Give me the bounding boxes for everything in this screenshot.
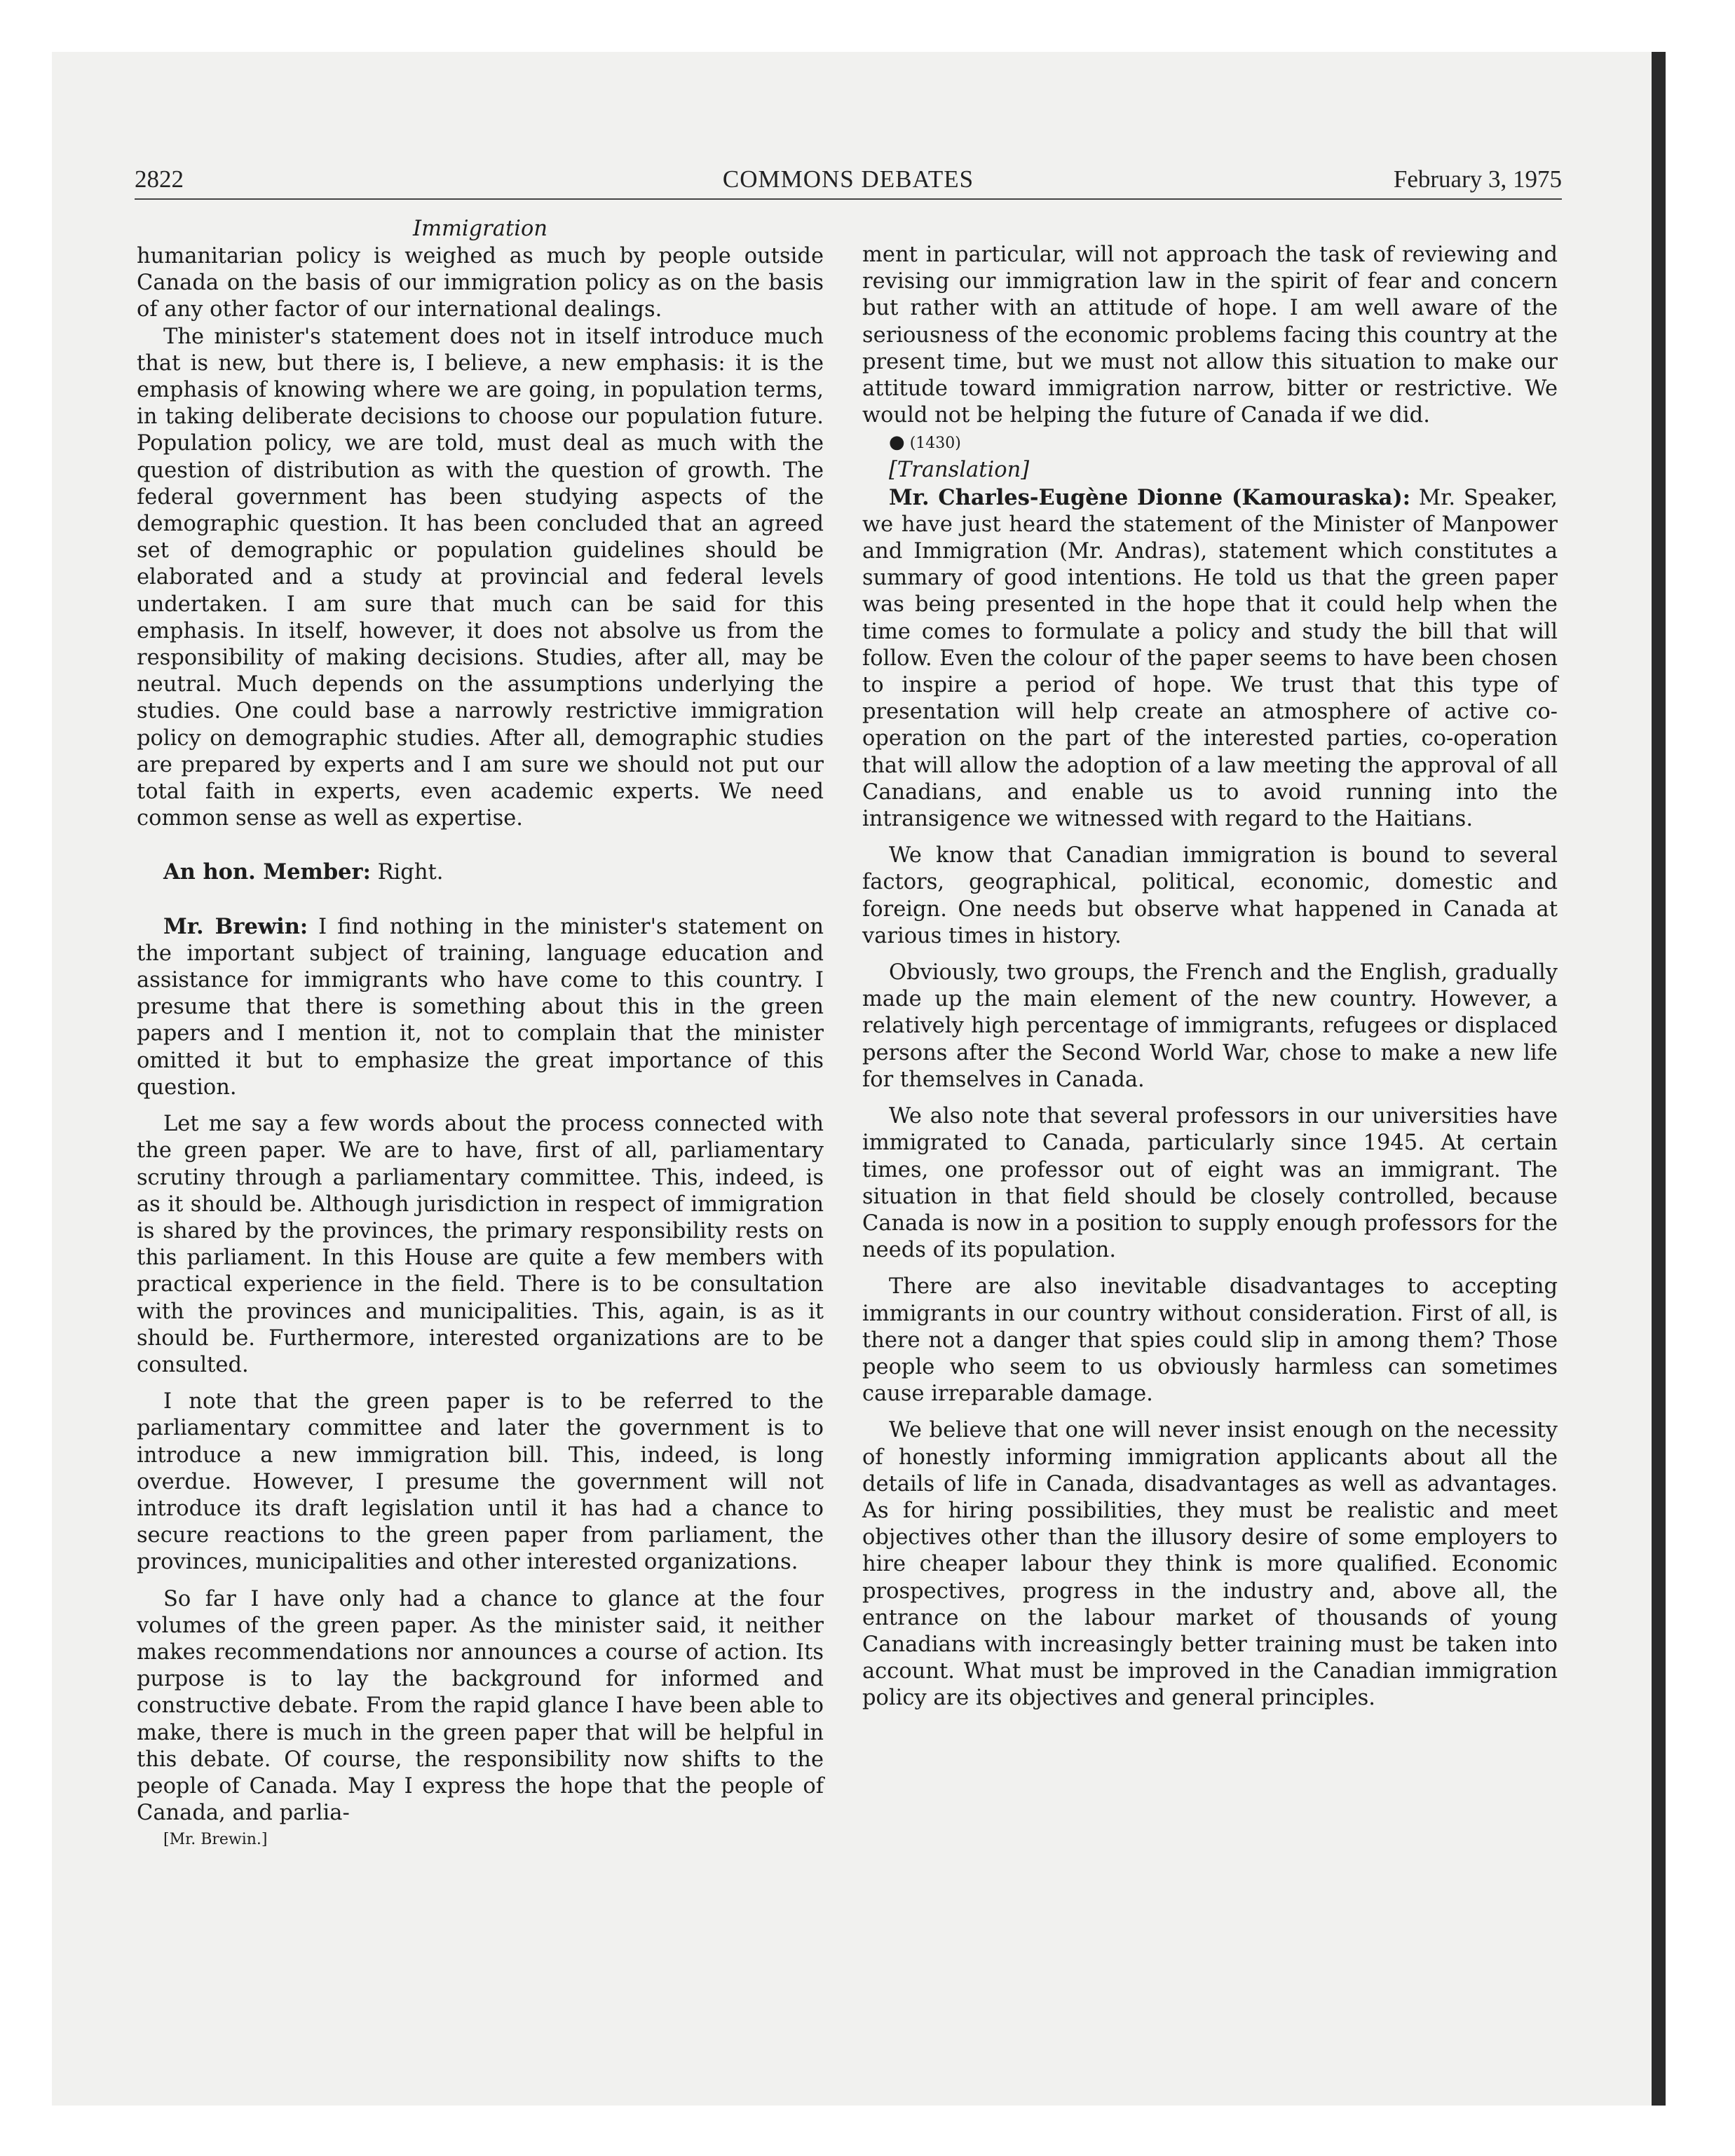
paragraph: I note that the green paper is to be referred to the parliamentary committee and later the government is to introduce a new immigration bill. This, indeed, is long overdue. However, I presume the government will not introduce its draft legislation until it has had a chance to secure reactions to the green paper from parliament, the provinces, municipalities and other interested organizations. [137, 1389, 824, 1575]
page-number: 2822 [135, 165, 184, 193]
publication-title: COMMONS DEBATES [722, 165, 974, 193]
paragraph: We believe that one will never insist enough on the necessity of honestly informing immigration applicants about all the details of life in Canada, disadvantages as well as advantages. As for hiring possibilities, they must be realistic and meet objectives other than the illusory desire of some employers to hire cheaper labour they think is more qualified. Economic prospectives, progress in the industry and, above all, the entrance on the labour market of thousands of young Canadians with increasingly better training must be taken into account. What must be improved in the Canadian immigration policy are its objectives and general principles. [862, 1418, 1558, 1711]
translation-label: [Translation] [889, 458, 1030, 483]
speaker-name: Mr. Brewin: [163, 913, 308, 939]
paragraph: There are also inevitable disadvantages to accepting immigrants in our country without consideration. First of all, is there not a danger that spies could slip in among them? Those people who seem to us obviously harmless can sometimes cause irreparable damage. [862, 1274, 1558, 1407]
scan-edge-shadow [1652, 52, 1666, 2106]
speech-text: I find nothing in the minister's statement on the important subject of training, language education and assistance for immigrants who have come to this country. I presume that there is something about this in the green papers and I mention it, not to complain that the minister omitted it but to emphasize the great importance of this question. [137, 914, 824, 1100]
paragraph: We also note that several professors in our universities have immigrated to Canada, particularly since 1945. At certain times, one professor out of eight was an immigrant. The situation in that field should be closely controlled, because Canada is now in a position to supply enough professors for the needs of its population. [862, 1104, 1558, 1263]
spacer [137, 887, 824, 913]
spacer [137, 1101, 824, 1111]
speaker-footnote: [Mr. Brewin.] [163, 1831, 268, 1849]
speech-brewin [137, 913, 824, 1101]
bullet-icon: ● [889, 432, 905, 453]
spacer [137, 1576, 824, 1586]
paragraph: ment in particular, will not approach the task of reviewing and revising our immigration law in the spirit of fear and concern but rather with an attitude of hope. I am well aware of the seriousness of the economic problems facing this country at the present time, but we must not allow this situation to make our attitude toward immigration narrow, bitter or restrictive. We would not be helping the future of Canada if we did. [862, 243, 1558, 428]
paragraph: Obviously, two groups, the French and the English, gradually made up the main element of the new country. However, a relatively high percentage of immigrants, refugees or displaced persons after the Second World War, chose to make a new life for themselves in Canada. [862, 960, 1558, 1092]
publication-date: February 3, 1975 [1393, 165, 1562, 193]
spacer [862, 950, 1558, 960]
section-title: Immigration [413, 217, 547, 241]
paragraph: We know that Canadian immigration is bound to several factors, geographical, political, economic, domestic and foreign. One needs but observe what happened in Canada at various times in history. [862, 843, 1558, 948]
header-rule [135, 198, 1562, 200]
speech-dionne [862, 484, 1558, 833]
speaker-name: An hon. Member: [163, 859, 371, 885]
spacer [862, 1264, 1558, 1274]
spacer [862, 1407, 1558, 1417]
left-column [137, 215, 824, 1854]
paragraph: humanitarian policy is weighed as much by people outside Canada on the basis of our immigration policy as on the basis of any other factor of our international dealings. [137, 244, 824, 322]
speaker-name: Mr. Charles-Eugène Dionne (Kamouraska): [889, 484, 1411, 510]
spacer [137, 832, 824, 859]
speech-text: Mr. Speaker, we have just heard the statement of the Minister of Manpower and Immigration (Mr. Andras), statement which constitutes a summary of good intentions. He told us that the green paper was being presented in the hope that it could help when the time comes to formulate a policy and study the bill that will follow. Even the colour of the paper seems to have been chosen to inspire a period of hope. We trust that this type of presentation will help create an atmosphere of active co-operation on the part of the interested parties, co-operation that will allow the adoption of a law meeting the approval of all Canadians, and enable us to avoid running into the intransigence we witnessed with regard to the Haitians. [862, 485, 1558, 832]
spacer [862, 1093, 1558, 1103]
speech-hon-member [137, 859, 824, 886]
paragraph: So far I have only had a chance to glance at the four volumes of the green paper. As the minister said, it neither makes recommendations nor announces a course of action. Its purpose is to lay the background for informed and constructive debate. From the rapid glance I have been able to make, there is much in the green paper that will be helpful in this debate. Of course, the responsibility now shifts to the people of Canada. May I express the hope that the people of Canada, and parlia- [137, 1586, 824, 1826]
time-marker [862, 429, 1558, 457]
right-column [862, 242, 1558, 1712]
spacer [862, 833, 1558, 842]
paragraph: Let me say a few words about the process connected with the green paper. We are to have, first of all, parliamentary scrutiny through a parliamentary committee. This, indeed, is as it should be. Although jurisdiction in respect of immigration is shared by the provinces, the primary responsibility rests on this parliament. In this House are quite a few members with practical experience in the field. There is to be consultation with the provinces and municipalities. This, again, is as it should be. Furthermore, interested organizations are to be consulted. [137, 1112, 824, 1377]
time-code: (1430) [909, 435, 961, 453]
page-header [135, 160, 1562, 202]
speech-text: Right. [370, 860, 444, 885]
spacer [137, 1379, 824, 1389]
paragraph: The minister's statement does not in itself introduce much that is new, but there is, I believe, a new emphasis: it is the emphasis of knowing where we are going, in population terms, in taking deliberate decisions to choose our population future. Population policy, we are told, must deal as much with the question of distribution as with the question of growth. The federal government has been studying aspects of the demographic question. It has been concluded that an agreed set of demographic or population guidelines should be elaborated and a study at provincial and federal levels undertaken. I am sure that much can be said for this emphasis. In itself, however, it does not absolve us from the responsibility of making decisions. Studies, after all, may be neutral. Much depends on the assumptions underlying the studies. One could base a narrowly restrictive immigration policy on demographic studies. After all, demographic studies are prepared by experts and I am sure we should not put our total faith in experts, even academic experts. We need common sense as well as expertise. [137, 324, 824, 831]
